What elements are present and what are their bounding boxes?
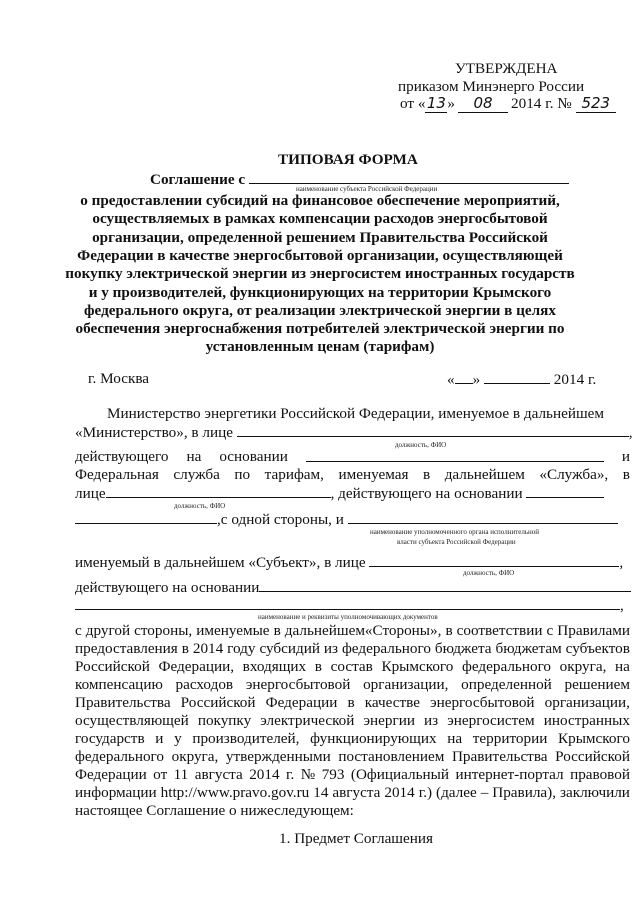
body-word: из bbox=[323, 640, 339, 657]
body-word: иностранных bbox=[543, 712, 630, 729]
body-word: 11 bbox=[173, 766, 189, 783]
body-word: (далее bbox=[436, 784, 477, 801]
body-word: соответствии bbox=[456, 622, 543, 639]
body-word: г.) bbox=[418, 784, 433, 801]
body-word: Федерации, bbox=[158, 658, 235, 675]
body-word: в bbox=[273, 622, 281, 639]
body-word: http://www.pravo.gov.ru bbox=[160, 784, 310, 801]
body-word: постановлением bbox=[338, 748, 445, 765]
body-word: субъектов bbox=[565, 640, 630, 657]
body-word: осуществляющей bbox=[75, 712, 189, 729]
body-line bbox=[75, 676, 630, 694]
body-word: с bbox=[75, 622, 82, 639]
service-word: «Служба», bbox=[539, 466, 609, 483]
body-word: Российской bbox=[180, 694, 256, 711]
body-word: состав bbox=[330, 658, 373, 675]
body-line bbox=[75, 622, 630, 640]
subject-named-line bbox=[75, 553, 623, 572]
documents-blank bbox=[75, 596, 620, 610]
ministry-line-2 bbox=[75, 423, 633, 442]
body-word: Российской bbox=[75, 658, 150, 675]
body-word: бюджетам bbox=[495, 640, 562, 657]
body-word: энергосистем bbox=[447, 712, 535, 729]
service-word: тарифам, bbox=[264, 466, 324, 483]
one-side-line bbox=[75, 510, 618, 529]
service-face-suffix: , действующего на основании bbox=[330, 485, 523, 502]
body-word: утвержденными bbox=[225, 748, 331, 765]
body-word: компенсацию bbox=[75, 676, 163, 693]
body-word: и bbox=[155, 730, 164, 747]
body-word: Правительства bbox=[451, 748, 548, 765]
ministry-rep-blank bbox=[237, 423, 629, 437]
day-blank bbox=[455, 370, 473, 384]
service-word: по bbox=[234, 466, 251, 483]
body-word: федерального bbox=[341, 640, 431, 657]
body-word: информации bbox=[75, 784, 157, 801]
agreement-subject-line: осуществляемых в рамках компенсации расходов энергосбытовой bbox=[92, 210, 548, 228]
body-word: дальнейшем«Стороны», bbox=[284, 622, 442, 639]
body-word: 2014 bbox=[192, 640, 224, 657]
acting-word-3: основании bbox=[219, 448, 288, 465]
caption-position-3: должность, ФИО bbox=[463, 569, 515, 577]
service-line bbox=[75, 466, 630, 484]
approval-date bbox=[400, 94, 616, 113]
body-word: 2014 bbox=[384, 784, 415, 801]
acting-tail: и bbox=[621, 448, 630, 465]
body-word: 2014 bbox=[249, 766, 280, 783]
body-word: функционирующих bbox=[310, 730, 437, 747]
caption-authority-2: власти субъекта Российской Федерации bbox=[397, 538, 516, 546]
documents-comma: , bbox=[620, 597, 624, 614]
agreement-year: 2014 г. bbox=[553, 371, 597, 388]
body-word: в bbox=[181, 640, 189, 657]
body-word: округа, bbox=[559, 658, 607, 675]
date-prefix: от « bbox=[400, 95, 426, 112]
body-line bbox=[75, 640, 630, 658]
body-word: стороны, bbox=[134, 622, 193, 639]
service-word: дальнейшем bbox=[444, 466, 525, 483]
body-word: качестве bbox=[364, 694, 420, 711]
body-word: округа, bbox=[171, 748, 219, 765]
body-word: г. bbox=[286, 766, 295, 783]
body-line bbox=[75, 712, 630, 730]
body-word: Правительства bbox=[75, 694, 171, 711]
subject-name-blank bbox=[249, 170, 569, 184]
body-word: заключили bbox=[559, 784, 630, 801]
date-close-quote: » bbox=[472, 371, 481, 388]
agreement-subject-line: установленным ценам (тарифам) bbox=[205, 338, 435, 356]
body-word: – bbox=[480, 784, 489, 801]
body-word: энергосбытовой bbox=[245, 676, 351, 693]
body-word: от bbox=[153, 766, 168, 783]
body-word: 14 bbox=[313, 784, 329, 801]
ministry-comma: , bbox=[628, 424, 633, 441]
form-title: ТИПОВАЯ ФОРМА bbox=[278, 151, 418, 168]
subject-rep-blank bbox=[369, 553, 619, 567]
body-word: электрической bbox=[260, 712, 355, 729]
service-word: именуемая bbox=[338, 466, 409, 483]
subject-basis-line bbox=[75, 578, 631, 597]
handwritten-day: 13 bbox=[426, 94, 446, 112]
caption-authority-1: наименование уполномоченного органа исполнительной bbox=[370, 528, 540, 536]
handwritten-number: 523 bbox=[576, 94, 616, 113]
authority-name-blank bbox=[348, 510, 618, 524]
body-word: федерального bbox=[75, 748, 164, 765]
service-word: в bbox=[422, 466, 431, 483]
body-word: августа bbox=[332, 784, 381, 801]
ministry-face-prefix: «Министерство», в лице bbox=[75, 424, 233, 441]
body-line bbox=[75, 748, 630, 766]
agreement-subject-line: и у производителей, функционирующих на территории Крымского bbox=[88, 283, 552, 301]
body-word: организации, bbox=[363, 676, 449, 693]
date-mid: » bbox=[447, 95, 456, 112]
service-rep-blank bbox=[106, 484, 331, 498]
agreement-subject-line: Федерации в качестве энергосбытовой организации, осуществляющей bbox=[77, 246, 563, 264]
service-word: служба bbox=[173, 466, 220, 483]
agreement-subject-line: о предоставлении субсидий на финансовое обеспечение мероприятий, bbox=[80, 192, 560, 209]
body-word: у bbox=[174, 730, 182, 747]
subject-named-text: именуемый в дальнейшем «Субъект», в лице bbox=[75, 554, 366, 571]
body-word: расходов bbox=[175, 676, 234, 693]
date-open-quote: « bbox=[447, 371, 455, 388]
body-line bbox=[75, 658, 630, 676]
subject-caption: наименование субъекта Российской Федерации bbox=[296, 185, 438, 193]
body-word: № bbox=[300, 766, 316, 783]
body-line bbox=[75, 694, 630, 712]
acting-word-2: на bbox=[186, 448, 202, 465]
body-word: входящих bbox=[242, 658, 307, 675]
body-word: субсидий bbox=[259, 640, 320, 657]
agreement-subject-line: федерального округа, от реализации электрической энергии в целях bbox=[84, 301, 556, 319]
body-word: производителей, bbox=[192, 730, 300, 747]
body-line bbox=[75, 784, 630, 802]
acting-line bbox=[75, 448, 630, 466]
body-word: в bbox=[314, 658, 322, 675]
body-line bbox=[75, 730, 630, 748]
acting-basis-blank bbox=[306, 448, 604, 462]
body-word: Правила), bbox=[492, 784, 557, 801]
handwritten-month: 08 bbox=[458, 94, 508, 113]
approval-year-number: 2014 г. № bbox=[511, 95, 572, 112]
body-word: Правилами bbox=[557, 622, 630, 639]
caption-position-2: должность, ФИО bbox=[174, 502, 226, 510]
body-word: на bbox=[615, 658, 630, 675]
service-basis-blank bbox=[526, 484, 604, 498]
agreement-prefix: Соглашение с bbox=[150, 171, 246, 188]
body-word: августа bbox=[194, 766, 243, 783]
body-word: энергии bbox=[363, 712, 415, 729]
service-basis-blank-2 bbox=[75, 510, 217, 524]
body-word: правовой bbox=[570, 766, 630, 783]
body-word: бюджета bbox=[434, 640, 492, 657]
body-word: территории bbox=[472, 730, 548, 747]
body-word: (Официальный bbox=[350, 766, 449, 783]
body-word: государств bbox=[75, 730, 145, 747]
body-last-line: настоящее Соглашение о нижеследующем: bbox=[75, 802, 354, 819]
service-word: Федеральная bbox=[75, 466, 159, 483]
body-word: покупку bbox=[197, 712, 252, 729]
approval-title: УТВЕРЖДЕНА bbox=[455, 60, 558, 77]
agreement-date bbox=[447, 370, 596, 389]
service-face-line bbox=[75, 484, 604, 503]
body-word: Крымского bbox=[381, 658, 454, 675]
month-blank bbox=[484, 370, 550, 384]
caption-position-1: должность, ФИО bbox=[395, 441, 447, 449]
body-word: из bbox=[424, 712, 439, 729]
body-word: году bbox=[227, 640, 256, 657]
body-word: Федерации bbox=[265, 694, 338, 711]
agreement-subject-line: обеспечения энергоснабжения потребителей электрической энергии по bbox=[75, 320, 565, 338]
body-word: федерального bbox=[462, 658, 552, 675]
acting-word-1: действующего bbox=[75, 448, 169, 465]
service-word: в bbox=[622, 466, 630, 483]
body-word: 793 bbox=[321, 766, 345, 783]
service-face-prefix: лице bbox=[75, 485, 106, 502]
body-word: интернет-портал bbox=[455, 766, 564, 783]
city: г. Москва bbox=[88, 370, 150, 387]
body-line bbox=[75, 766, 630, 784]
body-word: в bbox=[445, 622, 453, 639]
caption-documents: наименование и реквизиты уполномочивающих документов bbox=[258, 613, 438, 621]
body-word: определенной bbox=[461, 676, 552, 693]
body-word: предоставления bbox=[75, 640, 178, 657]
body-word: Крымского bbox=[557, 730, 630, 747]
section-title: 1. Предмет Соглашения bbox=[279, 830, 433, 847]
one-side-text: ,с одной стороны, и bbox=[217, 511, 344, 528]
body-word: организации, bbox=[544, 694, 630, 711]
subject-basis-text: действующего на основании bbox=[75, 579, 260, 596]
body-word: Федерации bbox=[75, 766, 147, 783]
body-word: на bbox=[447, 730, 463, 747]
agreement-subject-line: организации, определенной решением Правительства Российской bbox=[92, 228, 548, 246]
body-word: в bbox=[347, 694, 355, 711]
subject-comma: , bbox=[619, 554, 624, 571]
body-word: решением bbox=[564, 676, 630, 693]
body-word: другой bbox=[85, 622, 131, 639]
body-word: энергосбытовой bbox=[430, 694, 535, 711]
approval-order: приказом Минэнерго России bbox=[398, 78, 585, 95]
subject-basis-blank bbox=[259, 578, 631, 592]
body-word: именуемые bbox=[196, 622, 270, 639]
body-word: Российской bbox=[555, 748, 630, 765]
body-word: с bbox=[546, 622, 554, 639]
ministry-line-1: Министерство энергетики Российской Федерации, именуемое в дальнейшем bbox=[107, 405, 605, 422]
agreement-subject-line: покупку электрической энергии из энергосистем иностранных государств bbox=[65, 265, 575, 283]
